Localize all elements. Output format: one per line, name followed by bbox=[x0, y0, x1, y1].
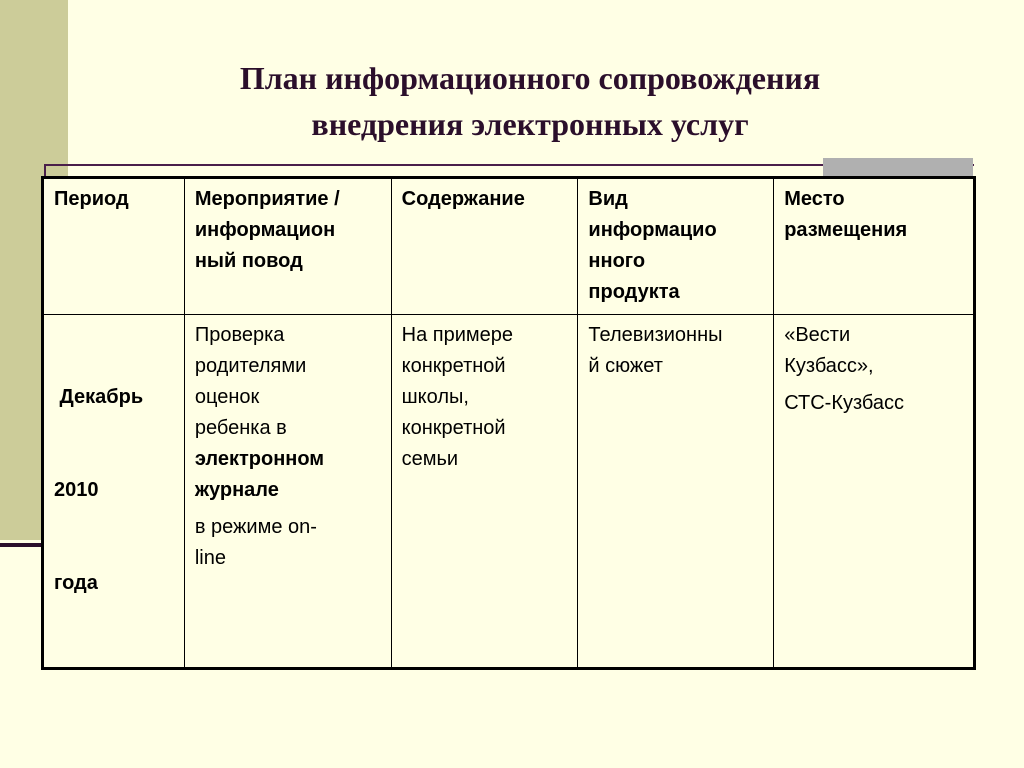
title-line-1: План информационного сопровождения bbox=[239, 60, 821, 96]
period-line: года bbox=[54, 572, 98, 594]
event-bold-line: электронном bbox=[194, 448, 325, 470]
cell-place bbox=[774, 315, 974, 668]
period-line: 2010 bbox=[54, 479, 99, 501]
cell-period bbox=[44, 315, 185, 668]
plan-table bbox=[43, 178, 974, 668]
header-product-line: нного bbox=[588, 250, 646, 272]
header-place-line: Место bbox=[784, 188, 845, 210]
event-line: Проверка bbox=[194, 324, 285, 346]
decorative-gray-block bbox=[823, 158, 973, 178]
content-line: На примере bbox=[401, 324, 513, 346]
event-bold-line: журнале bbox=[194, 479, 279, 501]
title-line-2: внедрения электронных услуг bbox=[311, 106, 749, 142]
event-line: родителями bbox=[194, 355, 307, 377]
place-extra-line: СТС-Кузбасс bbox=[784, 392, 905, 414]
event-line: оценок bbox=[194, 386, 260, 408]
event-extra-line: в режиме on- bbox=[194, 516, 317, 538]
product-line: й сюжет bbox=[588, 355, 663, 377]
header-event-line: Мероприятие / bbox=[194, 188, 340, 210]
cell-event bbox=[184, 315, 391, 668]
content-line: конкретной bbox=[401, 417, 506, 439]
header-content bbox=[391, 179, 578, 315]
header-place bbox=[774, 179, 974, 315]
place-line: Кузбасс», bbox=[784, 355, 874, 377]
event-extra-line: line bbox=[194, 547, 226, 569]
header-content-line: Содержание bbox=[401, 188, 525, 210]
header-place-line: размещения bbox=[784, 219, 908, 241]
slide-title bbox=[140, 55, 920, 147]
content-line: семьи bbox=[401, 448, 459, 470]
cell-content bbox=[391, 315, 578, 668]
product-line: Телевизионны bbox=[588, 324, 723, 346]
content-line: школы, bbox=[401, 386, 469, 408]
event-extra-paragraph bbox=[195, 512, 381, 574]
place-line: «Вести bbox=[784, 324, 851, 346]
header-event-line: информацион bbox=[194, 219, 336, 241]
header-period-line: Период bbox=[54, 188, 129, 210]
period-line: Декабрь bbox=[54, 386, 144, 408]
table-row bbox=[44, 315, 974, 668]
header-event bbox=[184, 179, 391, 315]
header-event-line: ный повод bbox=[194, 250, 303, 272]
header-product bbox=[578, 179, 774, 315]
content-line: конкретной bbox=[401, 355, 506, 377]
header-product-line: информацио bbox=[588, 219, 717, 241]
header-product-line: продукта bbox=[588, 281, 680, 303]
header-period bbox=[44, 179, 185, 315]
table-header-row bbox=[44, 179, 974, 315]
event-line: ребенка в bbox=[194, 417, 287, 439]
cell-product bbox=[578, 315, 774, 668]
header-product-line: Вид bbox=[588, 188, 628, 210]
